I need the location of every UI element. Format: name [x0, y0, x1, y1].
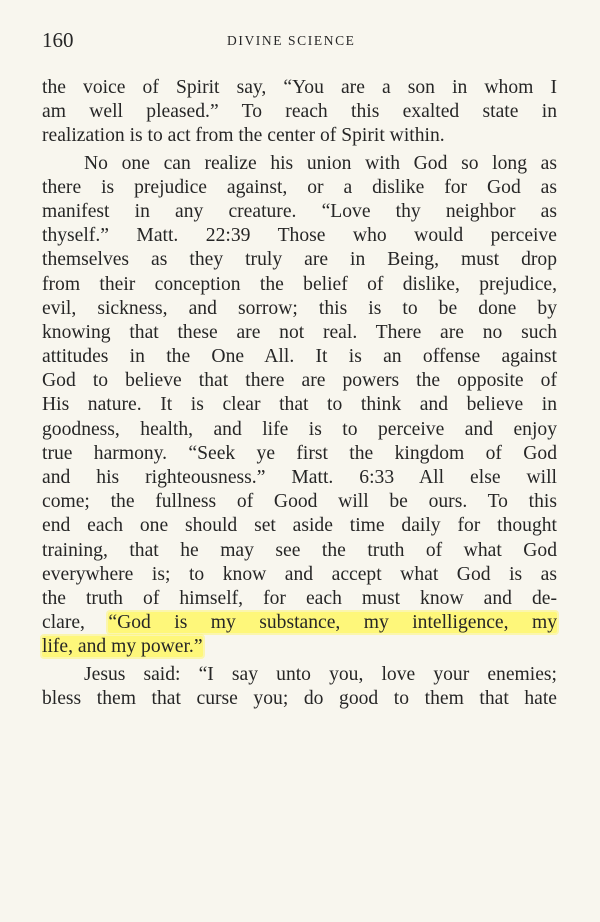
highlighted-quote: life, and my power.”: [42, 636, 203, 658]
text-line: am well pleased.” To reach this exalted state in: [42, 101, 557, 123]
line-plain-text: clare,: [42, 612, 109, 634]
text-line: and his righteousness.” Matt. 6:33 All else will: [42, 467, 557, 488]
text-line: bless them that curse you; do good to them that hate: [42, 687, 557, 709]
text-line: true harmony. “Seek ye first the kingdom of God: [42, 442, 557, 464]
text-line: training, that he may see the truth of what God: [42, 539, 557, 561]
text-line: manifest in any creature. “Love thy neighbor as: [42, 200, 557, 222]
text-line: [42, 635, 557, 659]
text-line: themselves as they truly are in Being, must drop: [42, 249, 557, 271]
text-line: the voice of Spirit say, “You are a son in whom I: [42, 77, 557, 98]
text-line: thyself.” Matt. 22:39 Those who would perceive: [42, 225, 557, 247]
paragraph: [42, 152, 557, 660]
text-line: realization is to act from the center of Spirit within.: [42, 125, 445, 147]
text-line: come; the fullness of Good will be ours. To this: [42, 491, 557, 513]
text-line: goodness, health, and life is to perceive and enjoy: [42, 418, 557, 440]
page-number: 160: [42, 28, 74, 52]
text-line: from their conception the belief of dislike, prejudice,: [42, 273, 557, 295]
paragraph: [42, 663, 557, 711]
text-line: end each one should set aside time daily for thought: [42, 515, 557, 537]
highlighted-quote: “God is my substance, my intelligence, my: [108, 612, 558, 634]
text-line: attitudes in the One All. It is an offense against: [42, 346, 557, 368]
body-text: [42, 76, 557, 711]
paragraph: [42, 76, 557, 149]
text-line: evil, sickness, and sorrow; this is to be done by: [42, 297, 557, 319]
text-line: there is prejudice against, or a dislike for God as: [42, 176, 557, 198]
text-line: [42, 611, 557, 635]
text-line: His nature. It is clear that to think and believe in: [42, 394, 557, 416]
text-line: No one can realize his union with God so long as: [84, 152, 557, 174]
text-line: God to believe that there are powers the opposite of: [42, 370, 557, 392]
text-line: everywhere is; to know and accept what God is as: [42, 563, 557, 585]
text-line: the truth of himself, for each must know and de-: [42, 587, 557, 609]
running-head: [42, 26, 557, 54]
text-line: Jesus said: “I say unto you, love your enemies;: [84, 663, 557, 685]
running-title: DIVINE SCIENCE: [227, 33, 356, 48]
text-line: knowing that these are not real. There are no such: [42, 321, 557, 343]
